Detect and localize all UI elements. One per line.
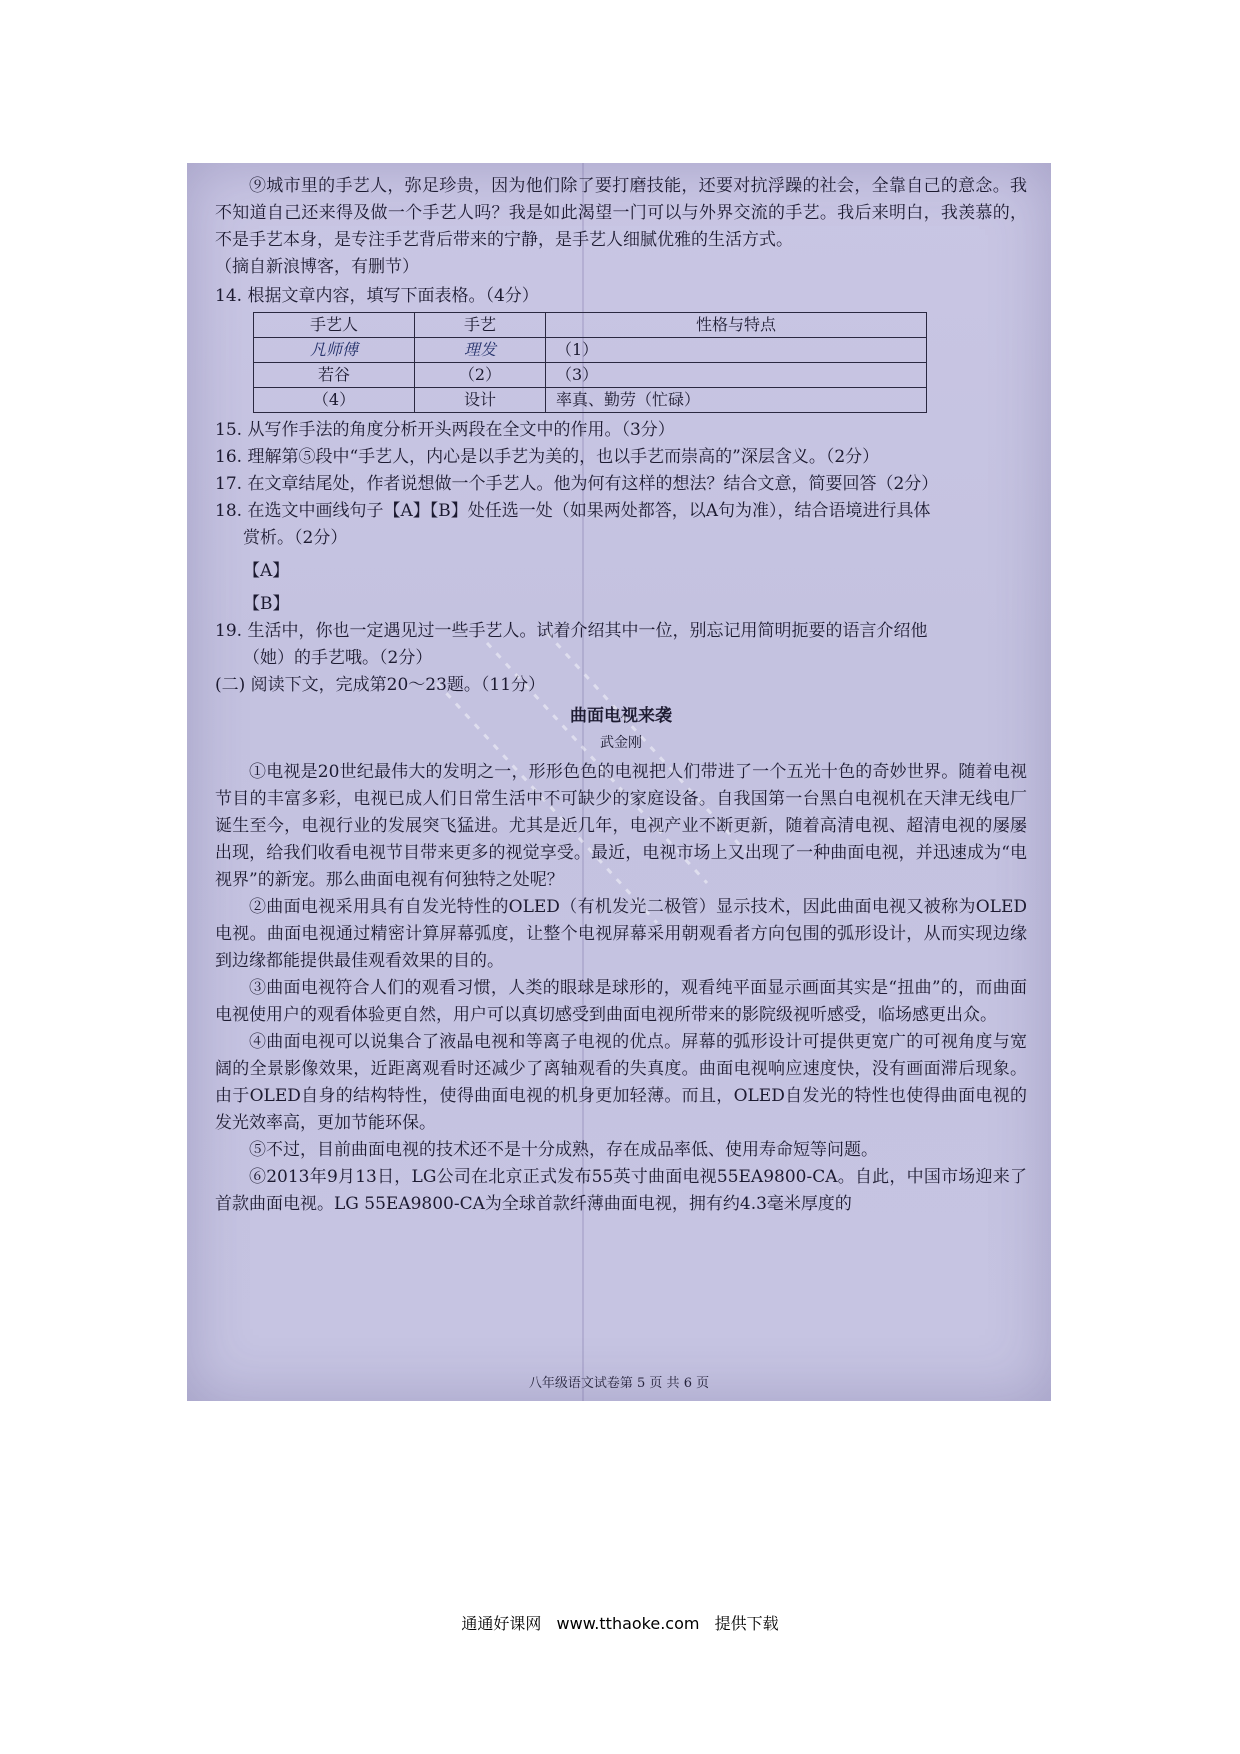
question-15: 15. 从写作手法的角度分析开头两段在全文中的作用。（3分）	[215, 420, 675, 440]
article-paragraph-2: ②曲面电视采用具有自发光特性的OLED（有机发光二极管）显示技术，因此曲面电视又被称为OLED电视。曲面电视通过精密计算屏幕弧度，让整个电视屏幕采用朝观看者方向包围的弧形设计，从而实现边缘到边缘都能提供最佳观看效果的目的。	[215, 897, 1027, 971]
download-footer	[0, 1611, 1240, 1634]
question-16: 16. 理解第⑤段中“手艺人，内心是以手艺为美的，也以手艺而崇高的”深层含义。（2分）	[215, 447, 880, 467]
site-url-link[interactable]: www.tthaoke.com	[556, 1614, 700, 1633]
question-18-line1: 18. 在选文中画线句子【A】【B】处任选一处（如果两处都答，以A句为准），结合语境进行具体	[215, 501, 931, 521]
question-19-line2: （她）的手艺哦。（2分）	[243, 648, 433, 668]
table-header-cell: 性格与特点	[546, 313, 927, 338]
question-18-line2: 赏析。（2分）	[243, 528, 348, 548]
exam-content	[215, 173, 1027, 1218]
article-paragraph-4: ④曲面电视可以说集合了液晶电视和等离子电视的优点。屏幕的弧形设计可提供更宽广的可视角度与宽阔的全景影像效果，近距离观看时还减少了离轴观看的失真度。曲面电视响应速度快，没有画面滞后现象。由于OLED自身的结构特性，使得曲面电视的机身更加轻薄。而且，OLED自发光的特性也使得曲面电视的发光效率高，更加节能环保。	[215, 1032, 1027, 1133]
site-name: 通通好课网	[461, 1614, 542, 1633]
table-header-row	[254, 313, 927, 338]
answer-label-b: 【B】	[243, 594, 290, 614]
table-header-cell: 手艺人	[254, 313, 415, 338]
table-cell: （3）	[546, 363, 927, 388]
answer-label-a: 【A】	[243, 561, 290, 581]
question-17: 17. 在文章结尾处，作者说想做一个手艺人。他为何有这样的想法？结合文意，简要回答（2分）	[215, 474, 939, 494]
table-cell: 率真、勤劳（忙碌）	[546, 388, 927, 413]
exam-page-photo	[187, 163, 1051, 1401]
table-cell: 理发	[415, 338, 546, 363]
article-paragraph-1: ①电视是20世纪最伟大的发明之一，形形色色的电视把人们带进了一个五光十色的奇妙世界。随着电视节目的丰富多彩，电视已成人们日常生活中不可缺少的家庭设备。自我国第一台黑白电视机在天津无线电厂诞生至今，电视行业的发展突飞猛进。尤其是近几年，电视产业不断更新，随着高清电视、超清电视的屡屡出现，给我们收看电视节目带来更多的视觉享受。最近，电视市场上又出现了一种曲面电视，并迅速成为“电视界”的新宠。那么曲面电视有何独特之处呢？	[215, 762, 1027, 890]
table-cell: （4）	[254, 388, 415, 413]
section-2-heading: (二) 阅读下文，完成第20～23题。（11分）	[215, 675, 546, 695]
article-paragraph-5: ⑤不过，目前曲面电视的技术还不是十分成熟，存在成品率低、使用寿命短等问题。	[249, 1140, 878, 1160]
table-row	[254, 388, 927, 413]
table-cell: 设计	[415, 388, 546, 413]
question-19-line1: 19. 生活中，你也一定遇见过一些手艺人。试着介绍其中一位，别忘记用简明扼要的语言介绍他	[215, 621, 928, 641]
article-paragraph-3: ③曲面电视符合人们的观看习惯，人类的眼球是球形的，观看纯平面显示画面其实是“扭曲”的，而曲面电视使用户的观看体验更自然，用户可以真切感受到曲面电视所带来的影院级视听感受，临场感更出众。	[215, 978, 1027, 1025]
question-14: 14. 根据文章内容，填写下面表格。（4分）	[215, 286, 539, 306]
article-paragraph-6: ⑥2013年9月13日，LG公司在北京正式发布55英寸曲面电视55EA9800-CA。自此，中国市场迎来了首款曲面电视。LG 55EA9800-CA为全球首款纤薄曲面电视，拥有约4.3毫米厚度的	[215, 1167, 1027, 1214]
table-row	[254, 363, 927, 388]
table-cell: 若谷	[254, 363, 415, 388]
download-text: 提供下载	[714, 1614, 779, 1633]
article-author: 武金刚	[600, 735, 642, 751]
table-cell: 凡师傅	[254, 338, 415, 363]
article-title: 曲面电视来袭	[570, 706, 672, 726]
source-note: （摘自新浪博客，有删节）	[215, 257, 419, 277]
answer-table	[253, 312, 927, 413]
table-cell: （1）	[546, 338, 927, 363]
table-header-cell: 手艺	[415, 313, 546, 338]
intro-paragraph: ⑨城市里的手艺人，弥足珍贵，因为他们除了要打磨技能，还要对抗浮躁的社会，全靠自己的意念。我不知道自己还来得及做一个手艺人吗？我是如此渴望一门可以与外界交流的手艺。我后来明白，我羡慕的，不是手艺本身，是专注手艺背后带来的宁静，是手艺人细腻优雅的生活方式。	[215, 176, 1027, 250]
table-cell: （2）	[415, 363, 546, 388]
table-row	[254, 338, 927, 363]
page-number: 八年级语文试卷第 5 页 共 6 页	[528, 1376, 710, 1391]
